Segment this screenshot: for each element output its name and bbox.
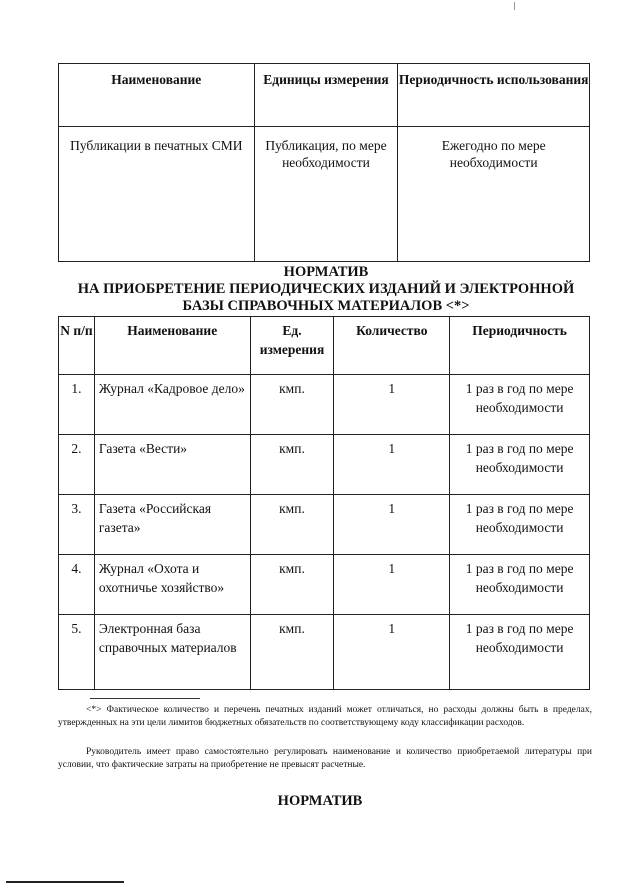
cell-num: 5. [59, 615, 95, 690]
cell-period: 1 раз в год по мере необходимости [450, 435, 590, 495]
table-row [59, 435, 590, 495]
cell-unit: кмп. [250, 495, 334, 555]
header-period: Периодичность [450, 317, 590, 375]
header-name: Наименование [94, 317, 250, 375]
norm-table [58, 316, 590, 690]
cell-num: 3. [59, 495, 95, 555]
header-unit: Ед. измерения [250, 317, 334, 375]
cell-period: Ежегодно по мере необходимости [398, 127, 590, 262]
table-row [59, 375, 590, 435]
cell-unit: кмп. [250, 375, 334, 435]
cell-unit: кмп. [250, 615, 334, 690]
footnote-paragraph: Руководитель имеет право самостоятельно регулировать наименование и количество приобретаемой литературы при условии, что фактические затраты на приобретение не превысят расчетные. [58, 747, 592, 770]
cell-name: Журнал «Охота и охотничье хозяйство» [94, 555, 250, 615]
cell-period: 1 раз в год по мере необходимости [450, 495, 590, 555]
cell-period: 1 раз в год по мере необходимости [450, 615, 590, 690]
cell-name: Публикации в печатных СМИ [59, 127, 255, 262]
cell-num: 4. [59, 555, 95, 615]
table-row [59, 127, 590, 262]
cell-unit: кмп. [250, 555, 334, 615]
bottom-rule [6, 881, 124, 883]
cell-num: 2. [59, 435, 95, 495]
table-header-row [59, 64, 590, 127]
header-qty: Количество [334, 317, 450, 375]
header-name: Наименование [59, 64, 255, 127]
header-num: N п/п [59, 317, 95, 375]
footnote-text: <*> Фактическое количество и перечень печатных изданий может отличаться, но расходы должны быть в пределах, утвержденных на эти цели лимитов бюджетных обязательств по соответствующему коду классификации расходов. [58, 705, 592, 728]
header-unit: Единицы измерения [254, 64, 398, 127]
cell-period: 1 раз в год по мере необходимости [450, 375, 590, 435]
cell-qty: 1 [334, 555, 450, 615]
table-row [59, 555, 590, 615]
header-period: Периодичность использования [398, 64, 590, 127]
table-row [59, 615, 590, 690]
table-row [59, 495, 590, 555]
norm-title-line1: НОРМАТИВ [283, 264, 369, 280]
norm-title-line3: БАЗЫ СПРАВОЧНЫХ МАТЕРИАЛОВ <*> [182, 298, 470, 314]
cell-name: Журнал «Кадровое дело» [94, 375, 250, 435]
cell-name: Электронная база справочных материалов [94, 615, 250, 690]
scan-mark [514, 2, 515, 10]
cell-qty: 1 [334, 495, 450, 555]
cell-qty: 1 [334, 435, 450, 495]
cell-qty: 1 [334, 375, 450, 435]
cell-name: Газета «Российская газета» [94, 495, 250, 555]
table-header-row [59, 317, 590, 375]
cell-name: Газета «Вести» [94, 435, 250, 495]
usage-table [58, 63, 590, 262]
cell-unit: Публикация, по мере необходимости [254, 127, 398, 262]
cell-unit: кмп. [250, 435, 334, 495]
cell-period: 1 раз в год по мере необходимости [450, 555, 590, 615]
cell-qty: 1 [334, 615, 450, 690]
norm-title-line2: НА ПРИОБРЕТЕНИЕ ПЕРИОДИЧЕСКИХ ИЗДАНИЙ И ЭЛЕКТРОННОЙ [77, 281, 575, 297]
cell-num: 1. [59, 375, 95, 435]
bottom-title: НОРМАТИВ [277, 793, 363, 809]
footnote-separator [90, 698, 200, 699]
